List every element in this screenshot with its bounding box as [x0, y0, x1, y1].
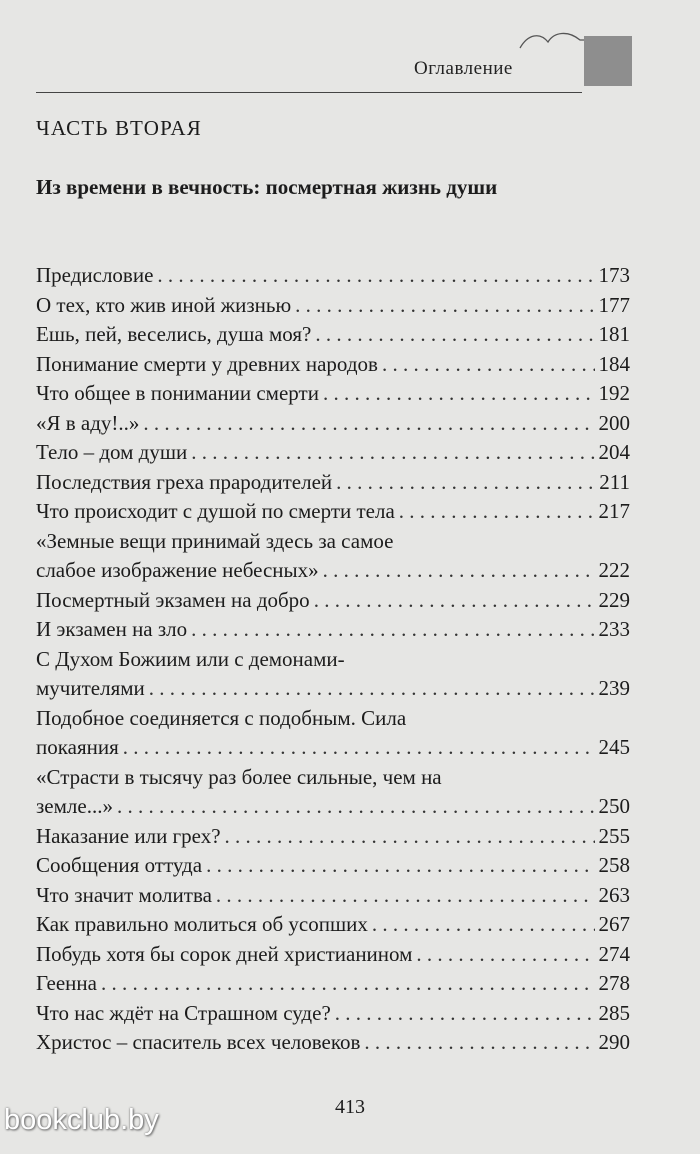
toc-entry [36, 851, 630, 881]
dot-leader [143, 409, 594, 439]
toc-entry [36, 350, 630, 380]
running-header: Оглавление [414, 58, 513, 79]
watermark-logo: bookclub.by [4, 1104, 159, 1136]
toc-entry-title: Что нас ждёт на Страшном суде? [36, 1000, 331, 1025]
dot-leader [225, 822, 595, 852]
toc-entry [36, 763, 630, 822]
toc-entry [36, 881, 630, 911]
toc-entry [36, 910, 630, 940]
toc-entry-page: 233 [598, 617, 630, 641]
dot-leader [399, 497, 595, 527]
toc-entry [36, 1028, 630, 1058]
toc-entry-page: 258 [598, 853, 630, 877]
toc-entry-page: 263 [598, 882, 630, 907]
toc-entry-title: Последствия греха прародителей [36, 469, 333, 494]
toc-entry-page: 274 [598, 941, 630, 966]
toc-entry [36, 704, 630, 763]
toc-entry-title: О тех, кто жив иной жизнью [36, 292, 292, 317]
toc-entry-page: 200 [598, 410, 630, 435]
toc-entry-title: Что значит молитва [36, 882, 212, 907]
toc-entry [36, 497, 630, 527]
toc-entry [36, 645, 630, 704]
toc-entry [36, 999, 630, 1029]
cloud-ornament-icon [518, 28, 588, 52]
toc-entry-page: 204 [598, 440, 630, 464]
toc-entry-page: 181 [598, 322, 630, 346]
toc-entry-page: 239 [598, 676, 630, 700]
toc-entry-title: Сообщения оттуда [36, 853, 203, 877]
dot-leader [157, 261, 594, 291]
dot-leader [372, 910, 595, 940]
dot-leader [323, 556, 595, 586]
toc-entry-page: 290 [598, 1030, 630, 1054]
toc-entry [36, 261, 630, 291]
toc-entry [36, 586, 630, 616]
toc-entry [36, 615, 630, 645]
toc-entry-page: 222 [598, 558, 630, 582]
dot-leader [101, 969, 595, 999]
toc-entry-title: Что общее в понимании смерти [36, 381, 319, 405]
toc-entry [36, 527, 630, 586]
toc-entry-title: «Я в аду!..» [36, 410, 140, 435]
dot-leader [416, 940, 594, 970]
toc-entry-page: 211 [599, 469, 630, 494]
toc-entry-title-line: Подобное соединяется с подобным. Сила [36, 705, 407, 730]
toc-entry-page: 229 [598, 587, 630, 612]
toc-entry [36, 291, 630, 321]
toc-entry-title: Тело – дом души [36, 440, 188, 464]
toc-entry-title-line: «Страсти в тысячу раз более сильные, чем на [36, 764, 442, 789]
toc-entry-page: 173 [598, 263, 630, 287]
toc-entry-title: Наказание или грех? [36, 823, 221, 848]
toc-entry-title: Геенна [36, 971, 97, 995]
dot-leader [336, 468, 595, 498]
section-title: Из времени в вечность: посмертная жизнь души [36, 175, 498, 199]
toc-entry-title: мучителями [36, 676, 145, 700]
toc-entry-title: Посмертный экзамен на добро [36, 587, 310, 612]
dot-leader [314, 586, 595, 616]
toc-entry-page: 255 [598, 823, 630, 848]
page-number: 413 [335, 1096, 365, 1118]
toc-entry-title-line: С Духом Божиим или с демонами- [36, 646, 345, 671]
dot-leader [149, 674, 595, 704]
toc-entry-page: 245 [598, 735, 630, 759]
toc-entry-page: 184 [598, 351, 630, 376]
toc-entry-title: Христос – спаситель всех человеков [36, 1030, 361, 1054]
toc-entry [36, 940, 630, 970]
toc-entry-title: Предисловие [36, 263, 154, 287]
part-title: ЧАСТЬ ВТОРАЯ [36, 116, 202, 140]
dot-leader [216, 881, 595, 911]
toc-entry [36, 379, 630, 409]
toc-entry-page: 278 [598, 971, 630, 995]
toc-entry [36, 320, 630, 350]
dot-leader [117, 792, 595, 822]
table-of-contents [36, 261, 630, 1058]
dot-leader [206, 851, 594, 881]
toc-entry-page: 217 [598, 499, 630, 523]
dot-leader [323, 379, 595, 409]
toc-entry-title: земле...» [36, 794, 113, 818]
dot-leader [315, 320, 594, 350]
dot-leader [382, 350, 595, 380]
toc-entry-page: 285 [598, 1000, 630, 1025]
toc-entry-title: Побудь хотя бы сорок дней христианином [36, 941, 413, 966]
toc-entry-page: 177 [598, 292, 630, 317]
toc-entry [36, 969, 630, 999]
toc-entry-title: Понимание смерти у древних народов [36, 351, 378, 376]
dot-leader [191, 438, 594, 468]
toc-entry [36, 822, 630, 852]
toc-entry-page: 250 [598, 794, 630, 818]
toc-entry [36, 438, 630, 468]
dot-leader [123, 733, 595, 763]
toc-entry-title: Как правильно молиться об усопших [36, 912, 368, 936]
dot-leader [335, 999, 595, 1029]
toc-entry-title: Что происходит с душой по смерти тела [36, 499, 395, 523]
toc-entry-title: покаяния [36, 735, 119, 759]
toc-entry-title: И экзамен на зло [36, 617, 188, 641]
toc-entry-title: Ешь, пей, веселись, душа моя? [36, 322, 312, 346]
chapter-tab-marker [584, 36, 632, 86]
dot-leader [191, 615, 594, 645]
toc-entry-page: 267 [598, 912, 630, 936]
header-rule [36, 92, 582, 93]
toc-entry-title-line: «Земные вещи принимай здесь за самое [36, 528, 394, 553]
toc-entry [36, 409, 630, 439]
dot-leader [364, 1028, 594, 1058]
toc-entry-title: слабое изображение небесных» [36, 558, 319, 582]
dot-leader [295, 291, 594, 321]
toc-entry-page: 192 [598, 381, 630, 405]
toc-entry [36, 468, 630, 498]
